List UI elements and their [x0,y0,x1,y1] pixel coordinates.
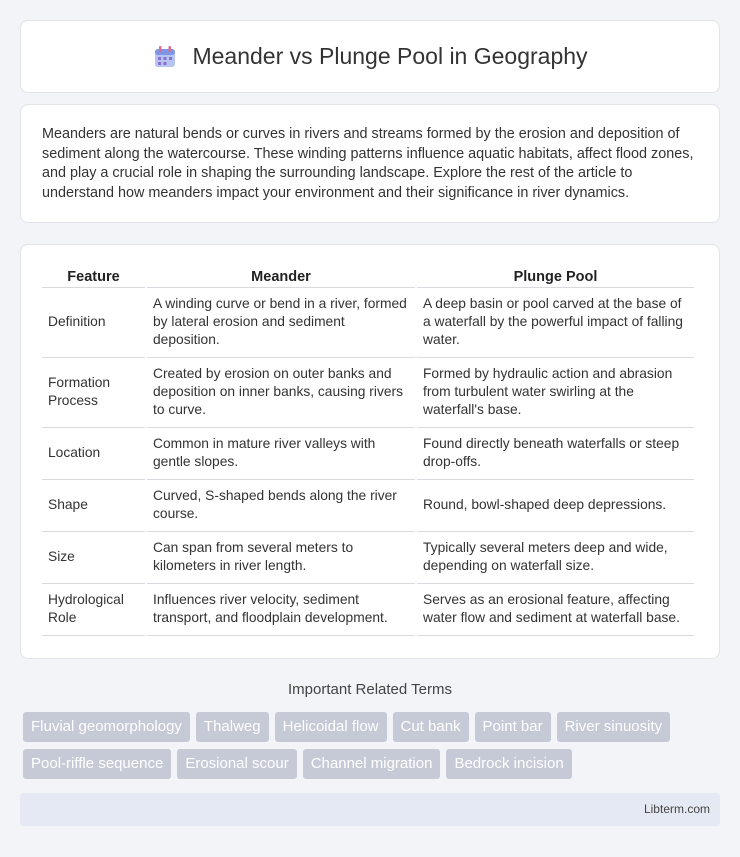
meander-cell: Can span from several meters to kilometers in river length. [147,532,415,584]
table-row [42,532,694,584]
term-tag[interactable]: Fluvial geomorphology [23,712,190,742]
feature-cell: Hydrological Role [42,584,145,636]
meander-cell: Created by erosion on outer banks and deposition on inner banks, causing rivers to curve. [147,358,415,428]
header-plunge-pool: Plunge Pool [417,264,694,288]
term-tag[interactable]: Bedrock incision [446,749,571,779]
footer-site-link[interactable]: Libterm.com [643,802,710,816]
intro-text: Meanders are natural bends or curves in rivers and streams formed by the erosion and deposition of sediment along the watercourse. These winding patterns influence aquatic habitats, affect flood zones, and play a crucial role in shaping the surrounding landscape. Explore the rest of the article to understand how meanders impact your environment and their significance in river dynamics. [42,126,694,201]
plunge-pool-cell: Found directly beneath waterfalls or steep drop-offs. [417,428,694,480]
table-row [42,584,694,636]
plunge-pool-cell: Serves as an erosional feature, affecting water flow and sediment at waterfall base. [417,584,694,636]
calendar-icon [152,44,178,70]
feature-cell: Formation Process [42,358,145,428]
feature-cell: Definition [42,288,145,358]
table-row [42,480,694,532]
term-tag[interactable]: Erosional scour [177,749,296,779]
plunge-pool-cell: Formed by hydraulic action and abrasion from turbulent water swirling at the waterfall's base. [417,358,694,428]
term-tag[interactable]: Thalweg [196,712,269,742]
term-tag[interactable]: Helicoidal flow [275,712,387,742]
term-tag[interactable]: Point bar [475,712,551,742]
plunge-pool-cell: Round, bowl-shaped deep depressions. [417,480,694,532]
comparison-table-card [20,244,720,659]
term-tag[interactable]: Channel migration [303,749,441,779]
table-row [42,288,694,358]
feature-cell: Location [42,428,145,480]
plunge-pool-cell: Typically several meters deep and wide, depending on waterfall size. [417,532,694,584]
meander-cell: Influences river velocity, sediment transport, and floodplain development. [147,584,415,636]
header-meander: Meander [147,264,415,288]
header-feature: Feature [42,264,145,288]
table-row [42,428,694,480]
title-card [20,20,720,93]
related-terms-list [23,712,723,779]
table-row [42,358,694,428]
plunge-pool-cell: A deep basin or pool carved at the base of a waterfall by the powerful impact of falling water. [417,288,694,358]
meander-cell: Curved, S-shaped bends along the river course. [147,480,415,532]
term-tag[interactable]: River sinuosity [557,712,671,742]
footer [20,793,720,826]
comparison-table [40,264,696,636]
meander-cell: A winding curve or bend in a river, formed by lateral erosion and sediment deposition. [147,288,415,358]
term-tag[interactable]: Cut bank [393,712,469,742]
table-header-row [42,264,694,288]
term-tag[interactable]: Pool-riffle sequence [23,749,171,779]
feature-cell: Shape [42,480,145,532]
page-title: Meander vs Plunge Pool in Geography [192,43,588,69]
intro-card [20,104,720,223]
related-terms-title: Important Related Terms [288,681,452,698]
meander-cell: Common in mature river valleys with gentle slopes. [147,428,415,480]
feature-cell: Size [42,532,145,584]
